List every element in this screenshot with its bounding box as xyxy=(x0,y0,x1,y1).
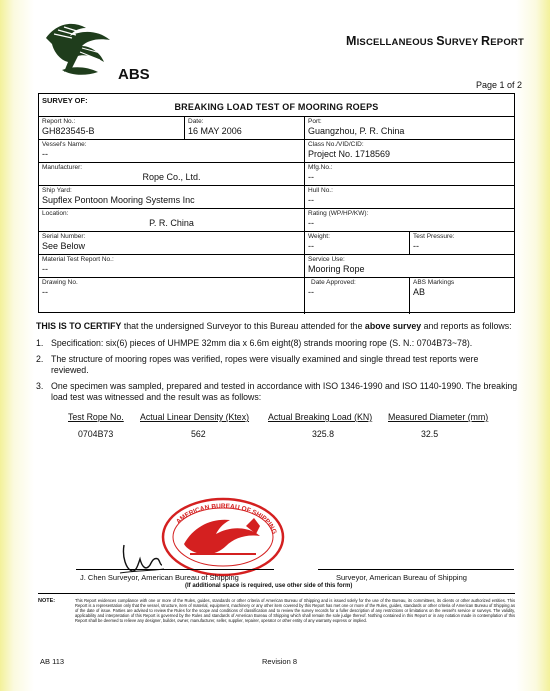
vessel-row xyxy=(39,139,514,163)
manufacturer-label: Manufacturer: xyxy=(42,164,83,171)
header-measured-diameter: Measured Diameter (mm) xyxy=(388,412,489,422)
list-item: 2. The structure of mooring ropes was verified, ropes were visually examined and single thread test reports were reviewed. xyxy=(36,354,479,375)
location-row xyxy=(39,208,514,232)
cell-linear-density: 562 xyxy=(191,429,206,439)
revision-number: Revision 8 xyxy=(262,657,298,666)
signature-line-left xyxy=(76,569,274,570)
surveyor-signature xyxy=(118,535,164,577)
survey-form xyxy=(38,93,515,313)
service-use-value: Mooring Rope xyxy=(308,264,365,274)
manufacturer-row xyxy=(39,162,514,186)
drawing-no-value: -- xyxy=(42,287,48,297)
weight-value: -- xyxy=(308,241,314,251)
surveyor-signature-label-left: J. Chen Surveyor, American Bureau of Shipping xyxy=(80,573,239,582)
findings-list xyxy=(36,338,518,403)
port-value: Guangzhou, P. R. China xyxy=(308,126,405,136)
hull-no-value: -- xyxy=(308,195,314,205)
location-label: Location: xyxy=(42,210,69,217)
cell-test-rope-no: 0704B73 xyxy=(78,429,114,439)
certify-statement: THIS IS TO CERTIFY that the undersigned Surveyor to this Bureau attended for the above survey and reports as follows: xyxy=(36,321,512,331)
abs-eagle-logo xyxy=(42,18,116,80)
header-linear-density: Actual Linear Density (Ktex) xyxy=(140,412,250,422)
test-pressure-label: Test Pressure: xyxy=(413,233,455,240)
location-value: P. R. China xyxy=(149,218,194,228)
report-no-label: Report No.: xyxy=(42,118,76,125)
surveyor-signature-label-right: Surveyor, American Bureau of Shipping xyxy=(336,573,467,582)
abs-logo-text: ABS xyxy=(118,66,150,83)
test-pressure-value: -- xyxy=(413,241,419,251)
weight-label: Weight: xyxy=(308,233,330,240)
abs-markings-label: ABS Markings xyxy=(413,279,455,286)
note-label: NOTE: xyxy=(38,598,56,604)
shipyard-value: Supflex Pontoon Mooring Systems Inc xyxy=(42,195,195,205)
cell-measured-diameter: 32.5 xyxy=(421,429,439,439)
serial-number-value: See Below xyxy=(42,241,86,251)
class-no-value: Project No. 1718569 xyxy=(308,149,391,159)
header-breaking-load: Actual Breaking Load (KN) xyxy=(268,412,373,422)
port-label: Port: xyxy=(308,118,322,125)
note-divider xyxy=(38,593,515,594)
rating-value: -- xyxy=(308,218,314,228)
material-report-label: Material Test Report No.: xyxy=(42,256,114,263)
serial-row xyxy=(39,231,514,255)
list-item: 3. One specimen was sampled, prepared and tested in accordance with ISO 1346-1990 and ISO 1140-1990. The breaking load test was witnessed and the result was as follows: xyxy=(36,381,518,402)
vessel-name-value: -- xyxy=(42,149,48,159)
serial-number-label: Serial Number: xyxy=(42,233,86,240)
drawing-no-label: Drawing No. xyxy=(42,279,78,286)
drawing-row xyxy=(39,277,514,314)
abs-markings-value: AB xyxy=(413,287,426,297)
signature-line-right xyxy=(318,569,514,570)
mfg-no-label: Mfg.No.: xyxy=(308,164,333,171)
report-body xyxy=(36,321,518,408)
abs-seal-stamp xyxy=(160,496,286,578)
material-report-value: -- xyxy=(42,264,48,274)
report-title: MISCELLANEOUS SURVEY REPORT xyxy=(345,34,524,48)
additional-space-note: (If additional space is required, use other side of this form) xyxy=(185,583,353,589)
seal-text: AMERICAN BUREAU OF SHIPPING xyxy=(175,502,278,536)
manufacturer-value: Rope Co., Ltd. xyxy=(142,172,201,182)
vessel-name-label: Vessel's Name: xyxy=(42,141,87,148)
report-no-value: GH823545-B xyxy=(42,126,95,136)
survey-of-label: SURVEY OF: xyxy=(42,96,88,105)
date-approved-value: -- xyxy=(308,287,314,297)
header-test-rope-no: Test Rope No. xyxy=(68,412,124,422)
page-number: Page 1 of 2 xyxy=(475,80,522,90)
survey-of-row xyxy=(39,94,514,116)
class-no-label: Class No./VID/CID: xyxy=(308,141,364,148)
material-row xyxy=(39,254,514,278)
hull-no-label: Hull No.: xyxy=(308,187,333,194)
list-item: 1. Specification: six(6) pieces of UHMPE 32mm dia x 6.6m eight(8) strands mooring rope (S. N.: 0704B73~78). xyxy=(36,338,473,348)
shipyard-row xyxy=(39,185,514,209)
disclaimer-text: This Report evidences compliance with one or more of the Rules, guides, standards or other criteria of American Bureau of Shipping and is issued solely for the use of the Bureau, its committees, its clients or other authorized entities. This Report is a representation only that the vessel, structure, item of material, equipment, machinery or any other item covered by this Report has met one or more of the Rules, guides, standards or other criteria of American Bureau of Shipping as of the date of issue. Parties are advised to review the Rules for the scope and conditions of classification and to review the survey records for a fuller description of any restrictions or limitations on the vessel's service or surveys. The validity, applicability and interpretation of this Report is governed by the Rules and standards of American Bureau of Shipping which shall remain the sole judge thereof. Nothing contained in this Report or in any notation made in contemplation of this Report shall be deemed to relieve any designer, builder, owner, manufacturer, seller, supplier, repairer, operator or other entity of any warranty express or implied. xyxy=(75,598,515,624)
date-value: 16 MAY 2006 xyxy=(188,126,242,136)
date-approved-label: Date Approved: xyxy=(311,279,356,286)
cell-breaking-load: 325.8 xyxy=(312,429,335,439)
rating-label: Rating (WP/HP/KW): xyxy=(308,210,369,217)
document-title: BREAKING LOAD TEST OF MOORING ROEPS xyxy=(174,102,379,112)
shipyard-label: Ship Yard: xyxy=(42,187,72,194)
report-row xyxy=(39,116,514,140)
service-use-label: Service Use: xyxy=(308,256,345,263)
date-label: Date: xyxy=(188,118,204,125)
mfg-no-value: -- xyxy=(308,172,314,182)
form-number: AB 113 xyxy=(40,657,65,666)
